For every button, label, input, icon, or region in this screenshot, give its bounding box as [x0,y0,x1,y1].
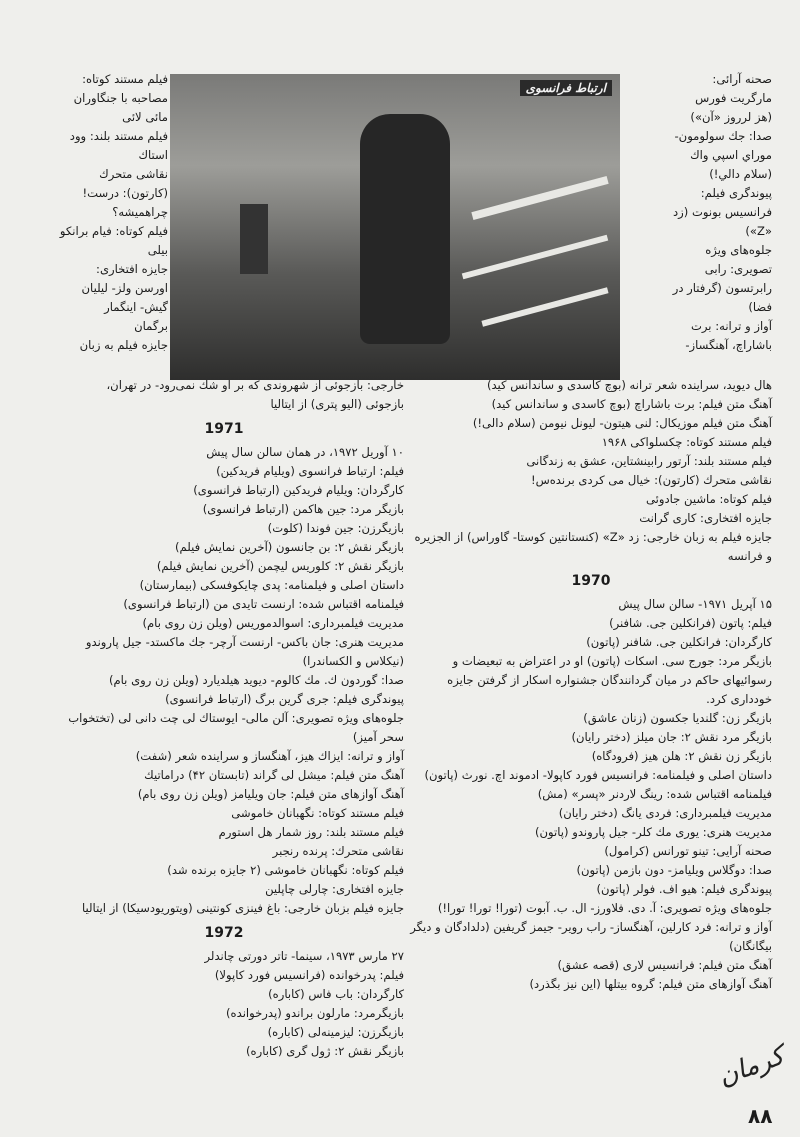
text-line: ۱۵ آپریل ۱۹۷۱- سالن سال پیش [618,597,772,611]
text-line: موراي اسپي واك [690,148,772,162]
text-line: بازیگر نقش ۲: ژول گری (کاباره) [246,1044,404,1058]
text-line: بازیگر مرد نقش ۲: جان میلز (دختر رایان) [571,730,772,744]
distant-figure [240,204,268,274]
year-heading: 1972 [204,925,244,941]
text-line: صدا: گوردون ك. مك کالوم- دیوید هیلدیارد (ویلن زن روی بام) [108,673,404,687]
text-line: آواز و ترانه: برت [690,319,772,333]
text-line: «Z») [745,224,772,238]
text-line: آهنگ متن فیلم: برت باشاراچ (بوچ کاسدی و ساندانس کید) [491,397,772,411]
right-main-column [410,376,772,994]
text-line: فیلم مستند کوتاه: [82,72,168,86]
text-line: کارگردان: باب فاس (کاباره) [268,987,404,1001]
text-line: رابرتسون (گرفتار در [672,281,772,295]
text-line: فیلم: پدرخوانده (فرانسیس فورد کاپولا) [214,968,404,982]
year-heading: 1971 [204,421,244,437]
text-line: فیلم مستند کوتاه: نگهبانان خاموشی [231,806,404,820]
text-line: آهنگ متن فیلم: میشل لی گراند (تابستان ۴۲) دراماتیك [144,768,404,782]
text-line: بازیگرزن: لیزمینه‌لی (کاباره) [267,1025,404,1039]
text-line: فرانسيس بونوت (زد [672,205,772,219]
text-line: مدیریت هنری: یوری مك کلر- جیل پاروندو (پاتون) [535,825,772,839]
text-line: بازیگرزن: جین فوندا (کلوت) [267,521,404,535]
text-line: نقاشی متحرك: پرنده رنجبر [272,844,404,858]
text-line: بازیگر مرد: جین هاکمن (ارتباط فرانسوی) [202,502,404,516]
page-number: ۸۸ [748,1104,773,1128]
text-line: مائی لائی [122,110,168,124]
text-line: جلوه‌های ویژه [705,243,772,257]
text-line: فیلم کوتاه: نگهبانان خاموشی (۲ جایزه برنده شد) [167,863,404,877]
right-top-column [622,70,772,355]
text-line: فیلمنامه اقتباس شده: رینگ لاردنر «پسر» (مش) [537,787,772,801]
text-line: بازیگر مرد: جورج سی. اسکات (پاتون) او در اعتراض به تبعیضات و رسوائیهای حاکم در میان گردانندگان جشنواره اسکار از گرفتن جایزه خودداری کرد. [447,654,772,706]
text-line: جلوه‌های ویژه تصویری: آلن مالی- ایوستاك لی چت دانی لی (تختخواب سحر آمیز) [68,711,404,744]
text-line: فیلمنامه اقتباس شده: ارنست تایدی من (ارتباط فرانسوی) [123,597,404,611]
text-line: صدا: جك سولومون- [674,129,772,143]
text-line: مدیریت فیلمبرداری: فردی یانگ (دختر رایان) [558,806,772,820]
text-line: جایزه افتخاری: چارلی چاپلین [265,882,404,896]
text-line: استاك [138,148,168,162]
text-line: فضا) [748,300,772,314]
text-line: (سلام دالي!) [709,167,772,181]
text-line: فیلم مستند بلند: وود [69,129,168,143]
text-line: آهنگ متن فیلم: فرانسیس لاری (قصه عشق) [557,958,772,972]
text-line: اورسن ولز- لیلیان [81,281,168,295]
text-line: نقاشی متحرك [99,167,168,181]
text-line: کارگردان: ویلیام فریدکین (ارتباط فرانسوی) [193,483,404,497]
text-line: صحنه آرایی: تینو تورانس (کرامول) [604,844,772,858]
text-line: بازجوئی (الیو پتری) از ایتالیا [270,397,404,411]
text-line: (هز لرروز «آن») [690,110,772,124]
text-line: جایزه افتخاری: [96,262,168,276]
text-line: فیلم کوتاه: ماشین جادوئی [645,492,772,506]
text-line: چراهمیشه؟ [112,205,168,219]
text-line: ۱۰ آوریل ۱۹۷۲، در همان سالن سال پیش [206,445,404,459]
text-line: آهنگ آوازهای متن فیلم: جان ویلیامز (ویلن زن روی بام) [137,787,404,801]
text-line: بازیگر زن نقش ۲: هلن هیز (فرودگاه) [591,749,772,763]
year-heading: 1970 [571,573,611,589]
text-line: فیلم مستند کوتاه: چکسلواکی ۱۹۶۸ [601,435,772,449]
text-line: صحنه آرائی: [712,72,772,86]
text-line: فیلم: پاتون (فرانکلین جی. شافنر) [609,616,772,630]
text-line: فیلم کوتاه: فیام برانکو [59,224,168,238]
text-line: گیش- اینگمار [104,300,168,314]
text-line: ۲۷ مارس ۱۹۷۳، سینما- تاتر دورتی چاندلر [204,949,404,963]
text-line: بازیگر نقش ۲: کلوریس لیچمن (آخرین نمایش فیلم) [156,559,404,573]
text-line: جایزه افتخاری: کاری گرانت [639,511,772,525]
text-line: بازیگرمرد: مارلون براندو (پدرخوانده) [226,1006,404,1020]
text-line: صدا: دوگلاس ویلیامز- دون بازمن (پاتون) [576,863,772,877]
text-line: خارجی: بازجوئی از شهروندی که بر او شك نمی‌رود- در تهران، [106,378,404,392]
text-line: پیوندگری فیلم: جری گرین برگ (ارتباط فرانسوی) [165,692,404,706]
text-line: مصاحبه با جنگاوران [73,91,168,105]
text-line: بیلی [147,243,168,257]
text-line: مارگریت فورس [695,91,772,105]
text-line: آهنگ متن فیلم موزیکال: لنی هیتون- لیونل نیومن (سلام دالی!) [472,416,772,430]
photo-caption: ارتباط فرانسوی [520,80,612,96]
text-line: جایزه فیلم بزبان خارجی: باغ فینزی کونتینی (ویتوریودسیکا) از ایتالیا [81,901,404,915]
text-line: کارگردان: فرانکلین جی. شافنر (پاتون) [586,635,772,649]
text-line: مدیریت هنری: جان باکس- ارنست آرچر- جك ماکستد- جیل پاروندو (نیکلاس و الکساندرا) [85,635,404,668]
text-line: برگمان [134,319,168,333]
text-line: پیوندگری فیلم: هیو اف. فولر (پاتون) [596,882,772,896]
text-line: فیلم: ارتباط فرانسوی (ویلیام فریدکین) [216,464,404,478]
text-line: جلوه‌های ویژه تصویری: آ. دی. فلاورز- ال. ب. آبوت (تورا! تورا! تورا!) [437,901,772,915]
text-line: نقاشی متحرك (کارتون): خیال می کردی برنده‌س! [530,473,772,487]
text-line: داستان اصلی و فیلمنامه: فرانسیس فورد کاپولا- ادموند اچ. نورث (پاتون) [424,768,772,782]
text-line: جایزه فیلم به زبان [79,338,168,352]
film-still-photo [170,74,620,380]
left-top-column [44,70,168,355]
text-line: (کارتون): درست! [82,186,168,200]
text-line: آواز و ترانه: فرد کارلین، آهنگساز- راب رویر- جیمز گریفین (دلدادگان و دیگر بیگانگان) [410,920,772,953]
text-line: فیلم مستند بلند: آرتور رابینشتاین، عشق به زندگانی [526,454,772,468]
text-line: آهنگ آوازهای متن فیلم: گروه بیتلها (این نیز بگذرد) [529,977,772,991]
text-line: آواز و ترانه: ایزاك هیز، آهنگساز و سراینده شعر (شفت) [135,749,404,763]
magazine-logo: کرمان [714,1040,789,1093]
text-line: مدیریت فیلمبرداری: اسوالدموریس (ویلن زن روی بام) [142,616,404,630]
text-line: باشاراچ، آهنگساز- [685,338,772,352]
text-line: بازیگر نقش ۲: بن جانسون (آخرین نمایش فیلم) [175,540,404,554]
text-line: تصویری: رابی [704,262,772,276]
text-line: جایزه فیلم به زبان خارجی: زد «Z» (کنستانتین کوستا- گاوراس) از الجزیره و فرانسه [414,530,772,563]
text-line: فیلم مستند بلند: روز شمار هل استورم [218,825,404,839]
text-line: هال دیوید، سراینده شعر ترانه (بوچ کاسدی و ساندانس کید) [486,378,772,392]
text-line: پیوندگری فیلم: [700,186,772,200]
text-line: بازیگر زن: گلندیا جکسون (زنان عاشق) [583,711,772,725]
text-line: داستان اصلی و فیلمنامه: پدی چایکوفسکی (بیمارستان) [139,578,404,592]
left-main-column [44,376,404,1061]
running-man-figure [360,114,450,344]
